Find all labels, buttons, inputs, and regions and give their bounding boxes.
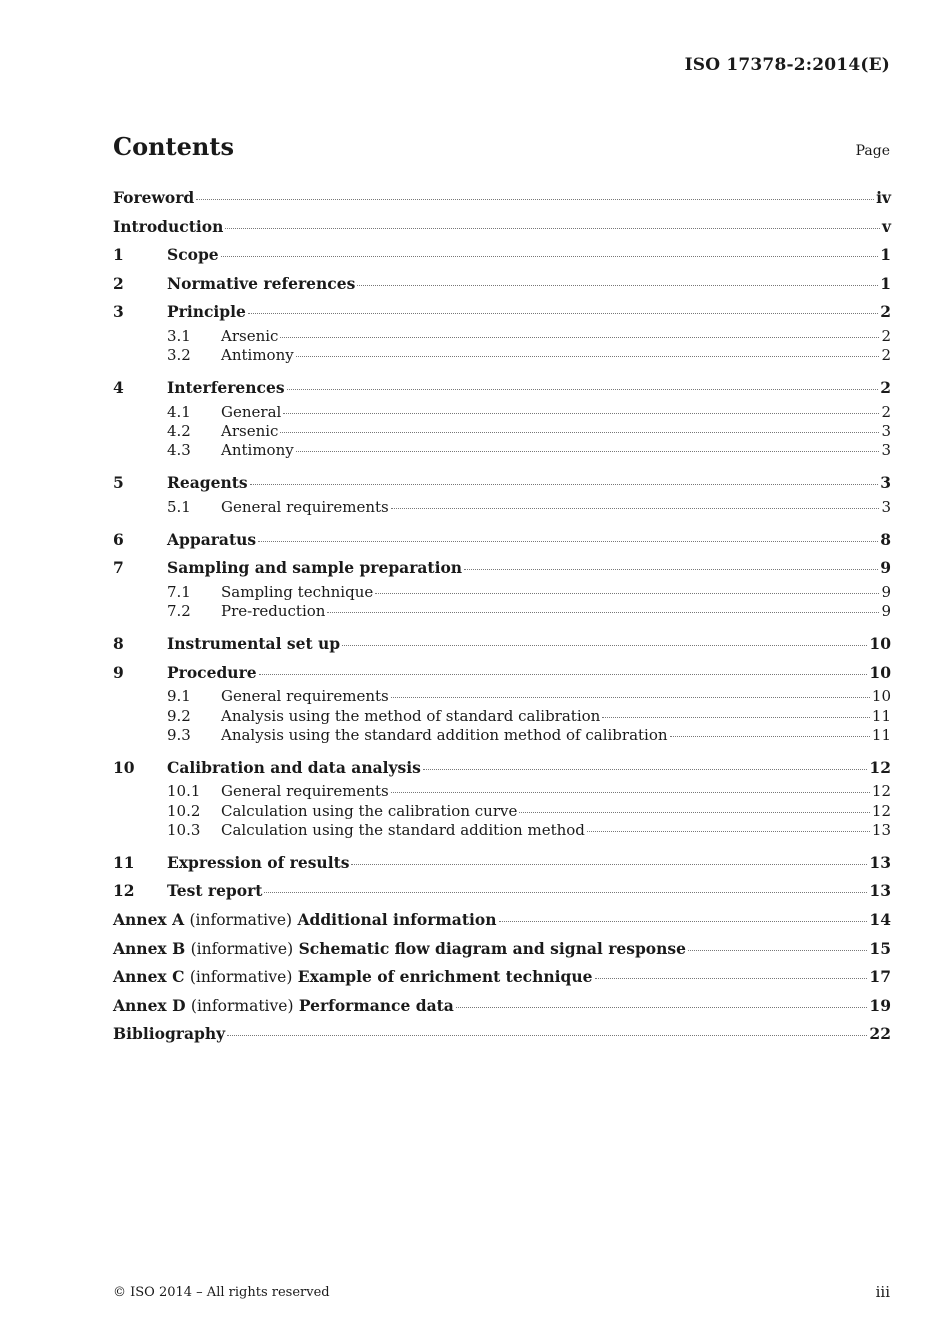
toc-entry[interactable] <box>113 754 891 783</box>
toc-entry-title: Foreword <box>113 188 195 207</box>
toc-entry-number: 1 <box>113 245 124 265</box>
toc-entry-number: 4 <box>113 378 124 398</box>
toc-page-number: 1 <box>880 273 891 293</box>
toc-page-number: 12 <box>871 782 891 801</box>
dot-leader <box>391 792 870 793</box>
dot-leader <box>283 413 879 414</box>
toc-entry-title: Normative references <box>167 273 356 293</box>
toc-entry[interactable] <box>113 469 891 498</box>
toc-page-number: 9 <box>880 558 891 578</box>
toc-entry-number: 9.2 <box>167 706 191 725</box>
toc-entry-number: 10.2 <box>167 801 201 820</box>
toc-entry-title: Sampling and sample preparation <box>167 558 463 578</box>
toc-entry[interactable] <box>113 374 891 403</box>
toc-entry[interactable] <box>113 213 891 242</box>
page-number: iii <box>875 1283 890 1301</box>
dot-leader <box>351 864 867 865</box>
toc-page-number: 2 <box>881 326 891 345</box>
dot-leader <box>688 950 867 951</box>
annex-title: Schematic flow diagram and signal response <box>298 938 686 958</box>
toc-entry-number: 12 <box>113 881 135 901</box>
toc-page-number: 1 <box>880 245 891 265</box>
toc-entry-title: General requirements <box>221 687 389 706</box>
document-id: ISO 17378-2:2014(E) <box>684 55 890 75</box>
toc-entry-number: 3.1 <box>167 326 191 345</box>
toc-entry-title: Arsenic <box>221 422 279 441</box>
dot-leader <box>280 337 879 338</box>
toc-page-number: 2 <box>880 302 891 322</box>
toc-entry-number: 3.2 <box>167 346 191 365</box>
toc-entry-title: Procedure <box>167 662 257 682</box>
toc-annex-entry[interactable] <box>113 992 891 1021</box>
annex-title: Additional information <box>297 910 497 930</box>
dot-leader <box>327 612 879 613</box>
toc-entry-number: 9.3 <box>167 725 191 744</box>
dot-leader <box>248 313 878 314</box>
toc-entry[interactable] <box>113 526 891 555</box>
toc-entry-number: 4.3 <box>167 441 191 460</box>
toc-entry-title <box>113 935 686 964</box>
copyright-notice: © ISO 2014 – All rights reserved <box>113 1285 330 1300</box>
annex-label: Annex C <box>113 967 185 987</box>
toc-page-number: 12 <box>871 801 891 820</box>
toc-entry[interactable] <box>113 849 891 878</box>
toc-entry-number: 10.1 <box>167 782 201 801</box>
toc-annex-entry[interactable] <box>113 935 891 964</box>
toc-page-number: 19 <box>869 995 891 1015</box>
toc-entry-title: Test report <box>167 881 263 901</box>
dot-leader <box>296 451 880 452</box>
annex-kind: (informative) <box>190 939 294 958</box>
dot-leader <box>602 717 870 718</box>
toc-page-number: v <box>881 216 891 236</box>
toc-page-number: 2 <box>881 346 891 365</box>
dot-leader <box>259 674 868 675</box>
contents-heading: Contents <box>113 132 234 161</box>
toc-entry-title: Scope <box>167 245 219 265</box>
toc-entry-title: Calculation using the standard addition method <box>221 820 585 839</box>
toc-subentry[interactable] <box>113 403 891 422</box>
toc-page-number: 2 <box>880 378 891 398</box>
dot-leader <box>264 892 867 893</box>
dot-leader <box>280 432 879 433</box>
toc-page-number: 9 <box>881 582 891 601</box>
toc-page-number: 3 <box>881 441 891 460</box>
toc-page-number: 14 <box>869 910 891 930</box>
toc-entry-title: Interferences <box>167 378 285 398</box>
dot-leader <box>221 256 879 257</box>
dot-leader <box>464 569 878 570</box>
toc-subentry[interactable] <box>113 346 891 365</box>
dot-leader <box>258 541 878 542</box>
toc-entry-title: Calculation using the calibration curve <box>221 801 518 820</box>
toc-page-number: 10 <box>871 687 891 706</box>
toc-entry-title <box>113 906 497 935</box>
dot-leader <box>423 769 868 770</box>
toc-annex-entry[interactable] <box>113 963 891 992</box>
toc-entry-number: 9 <box>113 662 124 682</box>
toc-entry-title: Expression of results <box>167 852 350 872</box>
toc-entry-title: General requirements <box>221 782 389 801</box>
toc-entry-title: Arsenic <box>221 326 279 345</box>
toc-subentry[interactable] <box>113 498 891 517</box>
toc-entry-title: Sampling technique <box>221 582 374 601</box>
toc-entry-number: 7.1 <box>167 582 191 601</box>
toc-page-number: 10 <box>869 634 891 654</box>
toc-entry[interactable] <box>113 877 891 906</box>
toc-entry-title: Introduction <box>113 216 224 236</box>
toc-entry-title: Calibration and data analysis <box>167 757 421 777</box>
dot-leader <box>670 736 870 737</box>
toc-entry-title: General requirements <box>221 497 389 516</box>
toc-entry[interactable] <box>113 184 891 213</box>
dot-leader <box>287 389 879 390</box>
toc-entry-title: General <box>221 402 282 421</box>
toc-entry-number: 11 <box>113 852 135 872</box>
toc-entry-number: 4.1 <box>167 402 191 421</box>
toc-page-number: 2 <box>881 402 891 421</box>
dot-leader <box>375 593 879 594</box>
toc-page-number: 15 <box>869 938 891 958</box>
toc-page-number: 12 <box>869 757 891 777</box>
toc-entry-number: 6 <box>113 529 124 549</box>
annex-kind: (informative) <box>189 968 293 987</box>
toc-entry-number: 7.2 <box>167 602 191 621</box>
toc-entry-number: 9.1 <box>167 687 191 706</box>
toc-entry-number: 3 <box>113 302 124 322</box>
toc-entry[interactable] <box>113 241 891 270</box>
annex-kind: (informative) <box>189 911 293 930</box>
toc-entry-title: Apparatus <box>167 529 257 549</box>
annex-label: Annex D <box>113 995 186 1015</box>
toc-subentry[interactable] <box>113 602 891 621</box>
toc-entry-title <box>113 992 454 1021</box>
toc-entry[interactable] <box>113 554 891 583</box>
toc-annex-entry[interactable] <box>113 906 891 935</box>
dot-leader <box>587 831 870 832</box>
toc-entry-number: 10 <box>113 757 135 777</box>
toc-page-number: 3 <box>880 473 891 493</box>
toc-subentry[interactable] <box>113 327 891 346</box>
toc-entry-number: 2 <box>113 273 124 293</box>
toc-page-number: 17 <box>869 967 891 987</box>
toc-subentry[interactable] <box>113 782 891 801</box>
toc-page-number: 10 <box>869 662 891 682</box>
toc-entry[interactable] <box>113 659 891 688</box>
toc-subentry[interactable] <box>113 802 891 821</box>
toc-subentry[interactable] <box>113 707 891 726</box>
toc-subentry[interactable] <box>113 441 891 460</box>
toc-entry[interactable] <box>113 298 891 327</box>
toc-page-number: 22 <box>869 1024 891 1044</box>
dot-leader <box>456 1007 868 1008</box>
toc-page-number: 13 <box>871 820 891 839</box>
annex-title: Performance data <box>298 995 454 1015</box>
toc-entry-number: 5 <box>113 473 124 493</box>
toc-page-number: 9 <box>881 602 891 621</box>
toc-subentry[interactable] <box>113 821 891 840</box>
toc-entry-title: Reagents <box>167 473 248 493</box>
toc-page-number: 11 <box>871 706 891 725</box>
dot-leader <box>225 228 880 229</box>
toc-entry-title: Bibliography <box>113 1024 226 1044</box>
toc-entry-title: Antimony <box>221 346 294 365</box>
dot-leader <box>391 697 870 698</box>
toc-subentry[interactable] <box>113 687 891 706</box>
toc-entry[interactable] <box>113 270 891 299</box>
page-column-label: Page <box>855 143 890 159</box>
toc-subentry[interactable] <box>113 726 891 745</box>
toc-page-number: 13 <box>869 881 891 901</box>
toc-entry[interactable] <box>113 1020 891 1049</box>
dot-leader <box>357 285 878 286</box>
toc-entry-number: 8 <box>113 634 124 654</box>
dot-leader <box>227 1035 867 1036</box>
annex-kind: (informative) <box>190 996 294 1015</box>
toc-page-number: 13 <box>869 852 891 872</box>
toc-entry-title: Antimony <box>221 441 294 460</box>
toc-entry-title: Pre-reduction <box>221 602 326 621</box>
toc-entry-title: Analysis using the method of standard calibration <box>221 706 601 725</box>
table-of-contents <box>113 184 891 1049</box>
dot-leader <box>342 645 867 646</box>
dot-leader <box>196 199 874 200</box>
toc-entry-number: 7 <box>113 558 124 578</box>
dot-leader <box>296 356 880 357</box>
toc-subentry[interactable] <box>113 422 891 441</box>
toc-entry-number: 5.1 <box>167 497 191 516</box>
toc-entry[interactable] <box>113 630 891 659</box>
annex-label: Annex B <box>113 938 186 958</box>
toc-entry-number: 4.2 <box>167 422 191 441</box>
toc-page-number: iv <box>876 188 891 207</box>
dot-leader <box>519 812 870 813</box>
toc-subentry[interactable] <box>113 583 891 602</box>
dot-leader <box>499 921 868 922</box>
toc-entry-number: 10.3 <box>167 820 201 839</box>
toc-page-number: 3 <box>881 497 891 516</box>
dot-leader <box>595 978 868 979</box>
annex-title: Example of enrichment technique <box>297 967 593 987</box>
toc-entry-title <box>113 963 593 992</box>
annex-label: Annex A <box>113 910 185 930</box>
toc-page-number: 11 <box>871 725 891 744</box>
toc-entry-title: Analysis using the standard addition method of calibration <box>221 725 668 744</box>
toc-page-number: 3 <box>881 422 891 441</box>
toc-entry-title: Principle <box>167 302 246 322</box>
toc-page-number: 8 <box>880 529 891 549</box>
dot-leader <box>391 508 880 509</box>
dot-leader <box>250 484 879 485</box>
toc-entry-title: Instrumental set up <box>167 634 341 654</box>
